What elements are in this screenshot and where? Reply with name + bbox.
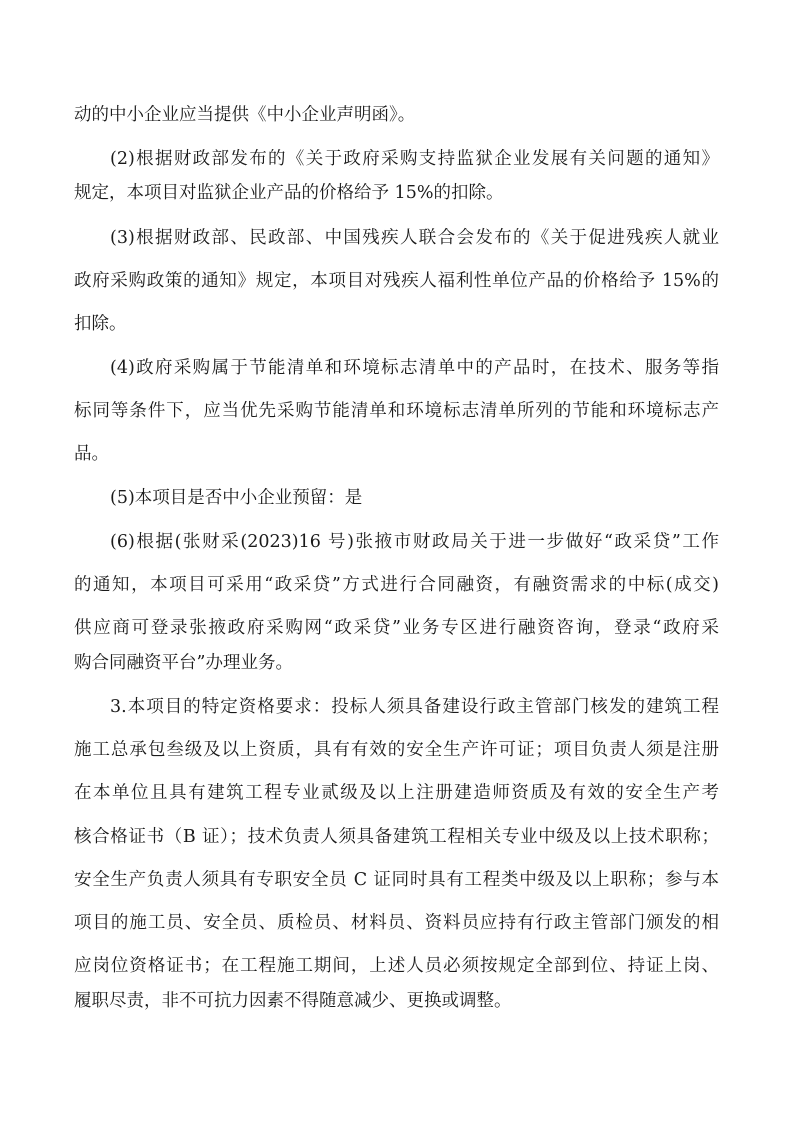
text-line: 施工总承包叁级及以上资质，具有有效的安全生产许可证；项目负责人须是注册	[74, 740, 719, 760]
text-line: 核合格证书（B 证）；技术负责人须具备建筑工程相关专业中级及以上技术职称；	[74, 827, 719, 847]
text-line: 3.本项目的特定资格要求：投标人须具备建设行政主管部门核发的建筑工程	[110, 697, 719, 717]
text-line: 扣除。	[74, 314, 127, 334]
text-line: (6)根据(张财采(2023)16 号)张掖市财政局关于进一步做好“政采贷”工作	[110, 532, 719, 552]
text-line: 购合同融资平台”办理业务。	[74, 653, 293, 673]
text-line: 安全生产负责人须具有专职安全员 C 证同时具有工程类中级及以上职称；参与本	[74, 870, 719, 890]
text-line: 履职尽责，非不可抗力因素不得随意减少、更换或调整。	[74, 991, 512, 1011]
text-line: 项目的施工员、安全员、质检员、材料员、资料员应持有行政主管部门颁发的相	[74, 913, 719, 933]
text-line: 品。	[74, 444, 109, 464]
text-line: 标同等条件下，应当优先采购节能清单和环境标志清单所列的节能和环境标志产	[74, 401, 719, 421]
text-line: 供应商可登录张掖政府采购网“政采贷”业务专区进行融资咨询，登录“政府采	[74, 618, 719, 638]
text-line: 应岗位资格证书；在工程施工期间，上述人员必须按规定全部到位、持证上岗、	[74, 956, 719, 976]
text-line: (4)政府采购属于节能清单和环境标志清单中的产品时，在技术、服务等指	[110, 358, 719, 378]
text-line: (3)根据财政部、民政部、中国残疾人联合会发布的《关于促进残疾人就业	[110, 228, 719, 248]
text-line: 动的中小企业应当提供《中小企业声明函》。	[74, 105, 416, 125]
text-line: 在本单位且具有建筑工程专业贰级及以上注册建造师资质及有效的安全生产考	[74, 783, 719, 803]
text-line: 政府采购政策的通知》规定，本项目对残疾人福利性单位产品的价格给予 15%的	[74, 271, 719, 291]
text-line: (2)根据财政部发布的《关于政府采购支持监狱企业发展有关问题的通知》	[110, 149, 719, 169]
text-line: 规定，本项目对监狱企业产品的价格给予 15%的扣除。	[74, 183, 504, 203]
text-line: 的通知，本项目可采用“政采贷”方式进行合同融资，有融资需求的中标(成交)	[74, 575, 719, 595]
text-line: (5)本项目是否中小企业预留：是	[110, 488, 363, 508]
